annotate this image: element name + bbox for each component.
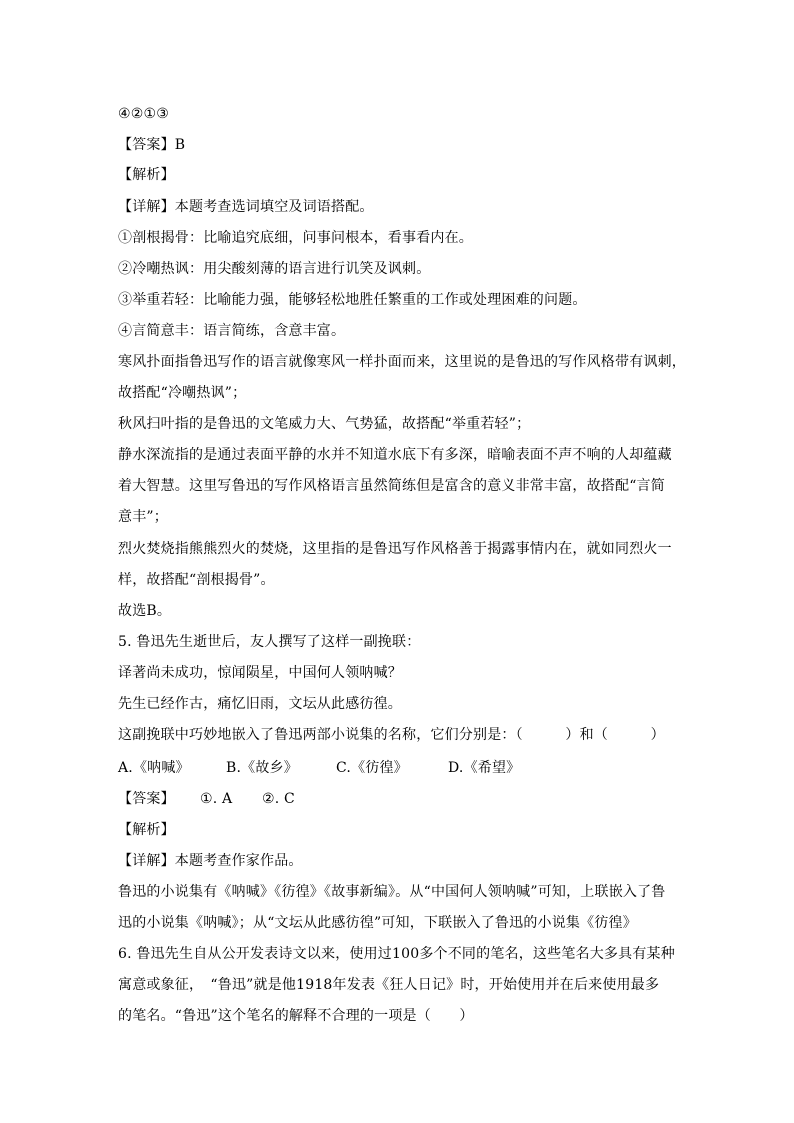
answer-order-line: ④②①③ [118,106,170,122]
paragraph-line: 着大智慧。这里写鲁迅的写作风格语言虽然简练但是富含的意义非常丰富，故搭配“言简 [118,478,665,494]
option-a: A.《呐喊》 [118,760,190,776]
detail-intro: 【详解】本题考查作家作品。 [118,853,303,869]
analysis-heading: 【解析】 [118,167,175,183]
answer-label: 【答案】B [118,137,186,153]
paragraph-line: 样，故搭配“剖根揭骨”。 [118,572,275,588]
question-5-prompt: 这副挽联中巧妙地嵌入了鲁迅两部小说集的名称，它们分别是：（ ）和（ ） [118,727,665,743]
couplet-line-1: 译著尚未成功，惊闻陨星，中国何人领呐喊？ [118,665,402,681]
paragraph-line: 迅的小说集《呐喊》；从“文坛从此感彷徨”可知，下联嵌入了鲁迅的小说集《彷徨》 [118,915,637,931]
option-d: D.《希望》 [448,760,521,776]
option-b: B.《故乡》 [226,760,298,776]
paragraph-line: 静水深流指的是通过表面平静的水并不知道水底下有多深，暗喻表面不声不响的人却蕴藏 [118,447,672,463]
conclusion-line: 故选B。 [118,603,172,619]
question-5-answer [118,790,295,808]
paragraph-line: 烈火焚烧指熊熊烈火的焚烧，这里指的是鲁迅写作风格善于揭露事情内在，就如同烈火一 [118,541,672,557]
option-c: C.《彷徨》 [336,760,408,776]
question-5-options [118,759,520,777]
term-definition: ③举重若轻：比喻能力强，能够轻松地胜任繁重的工作或处理困难的问题。 [118,292,587,308]
term-definition: ②冷嘲热讽：用尖酸刻薄的语言进行讥笑及讽刺。 [118,261,431,277]
couplet-line-2: 先生已经作古，痛忆旧雨，文坛从此感彷徨。 [118,696,402,712]
paragraph-line: 寒风扑面指鲁迅写作的语言就像寒风一样扑面而来，这里说的是鲁迅的写作风格带有讽刺， [118,354,686,370]
paragraph-line: 意丰”； [118,509,168,525]
answer-2: ②. C [262,791,295,807]
question-6-stem: 6. 鲁迅先生自从公开发表诗文以来，使用过100多个不同的笔名，这些笔名大多具有某种 [118,946,675,962]
term-definition: ④言简意丰：语言简练，含意丰富。 [118,323,346,339]
answer-1: ①. A [200,791,233,807]
paragraph-line: 故搭配“冷嘲热讽”； [118,385,247,401]
question-6-stem: 寓意或象征， “鲁迅”就是他1918年发表《狂人日记》时，开始使用并在后来使用最多 [118,977,660,993]
paragraph-line: 秋风扫叶指的是鲁迅的文笔威力大、气势猛，故搭配“举重若轻”； [118,416,531,432]
question-5-stem: 5. 鲁迅先生逝世后，友人撰写了这样一副挽联： [118,634,421,650]
question-6-stem: 的笔名。“鲁迅”这个笔名的解释不合理的一项是（ ） [118,1008,474,1024]
analysis-heading: 【解析】 [118,822,175,838]
answer-label: 【答案】 [118,791,175,807]
detail-intro: 【详解】本题考查选词填空及词语搭配。 [118,199,374,215]
term-definition: ①剖根揭骨：比喻追究底细，问事问根本，看事看内在。 [118,230,473,246]
paragraph-line: 鲁迅的小说集有《呐喊》《彷徨》《故事新编》。从“中国何人领呐喊”可知，上联嵌入了鲁 [118,884,666,900]
